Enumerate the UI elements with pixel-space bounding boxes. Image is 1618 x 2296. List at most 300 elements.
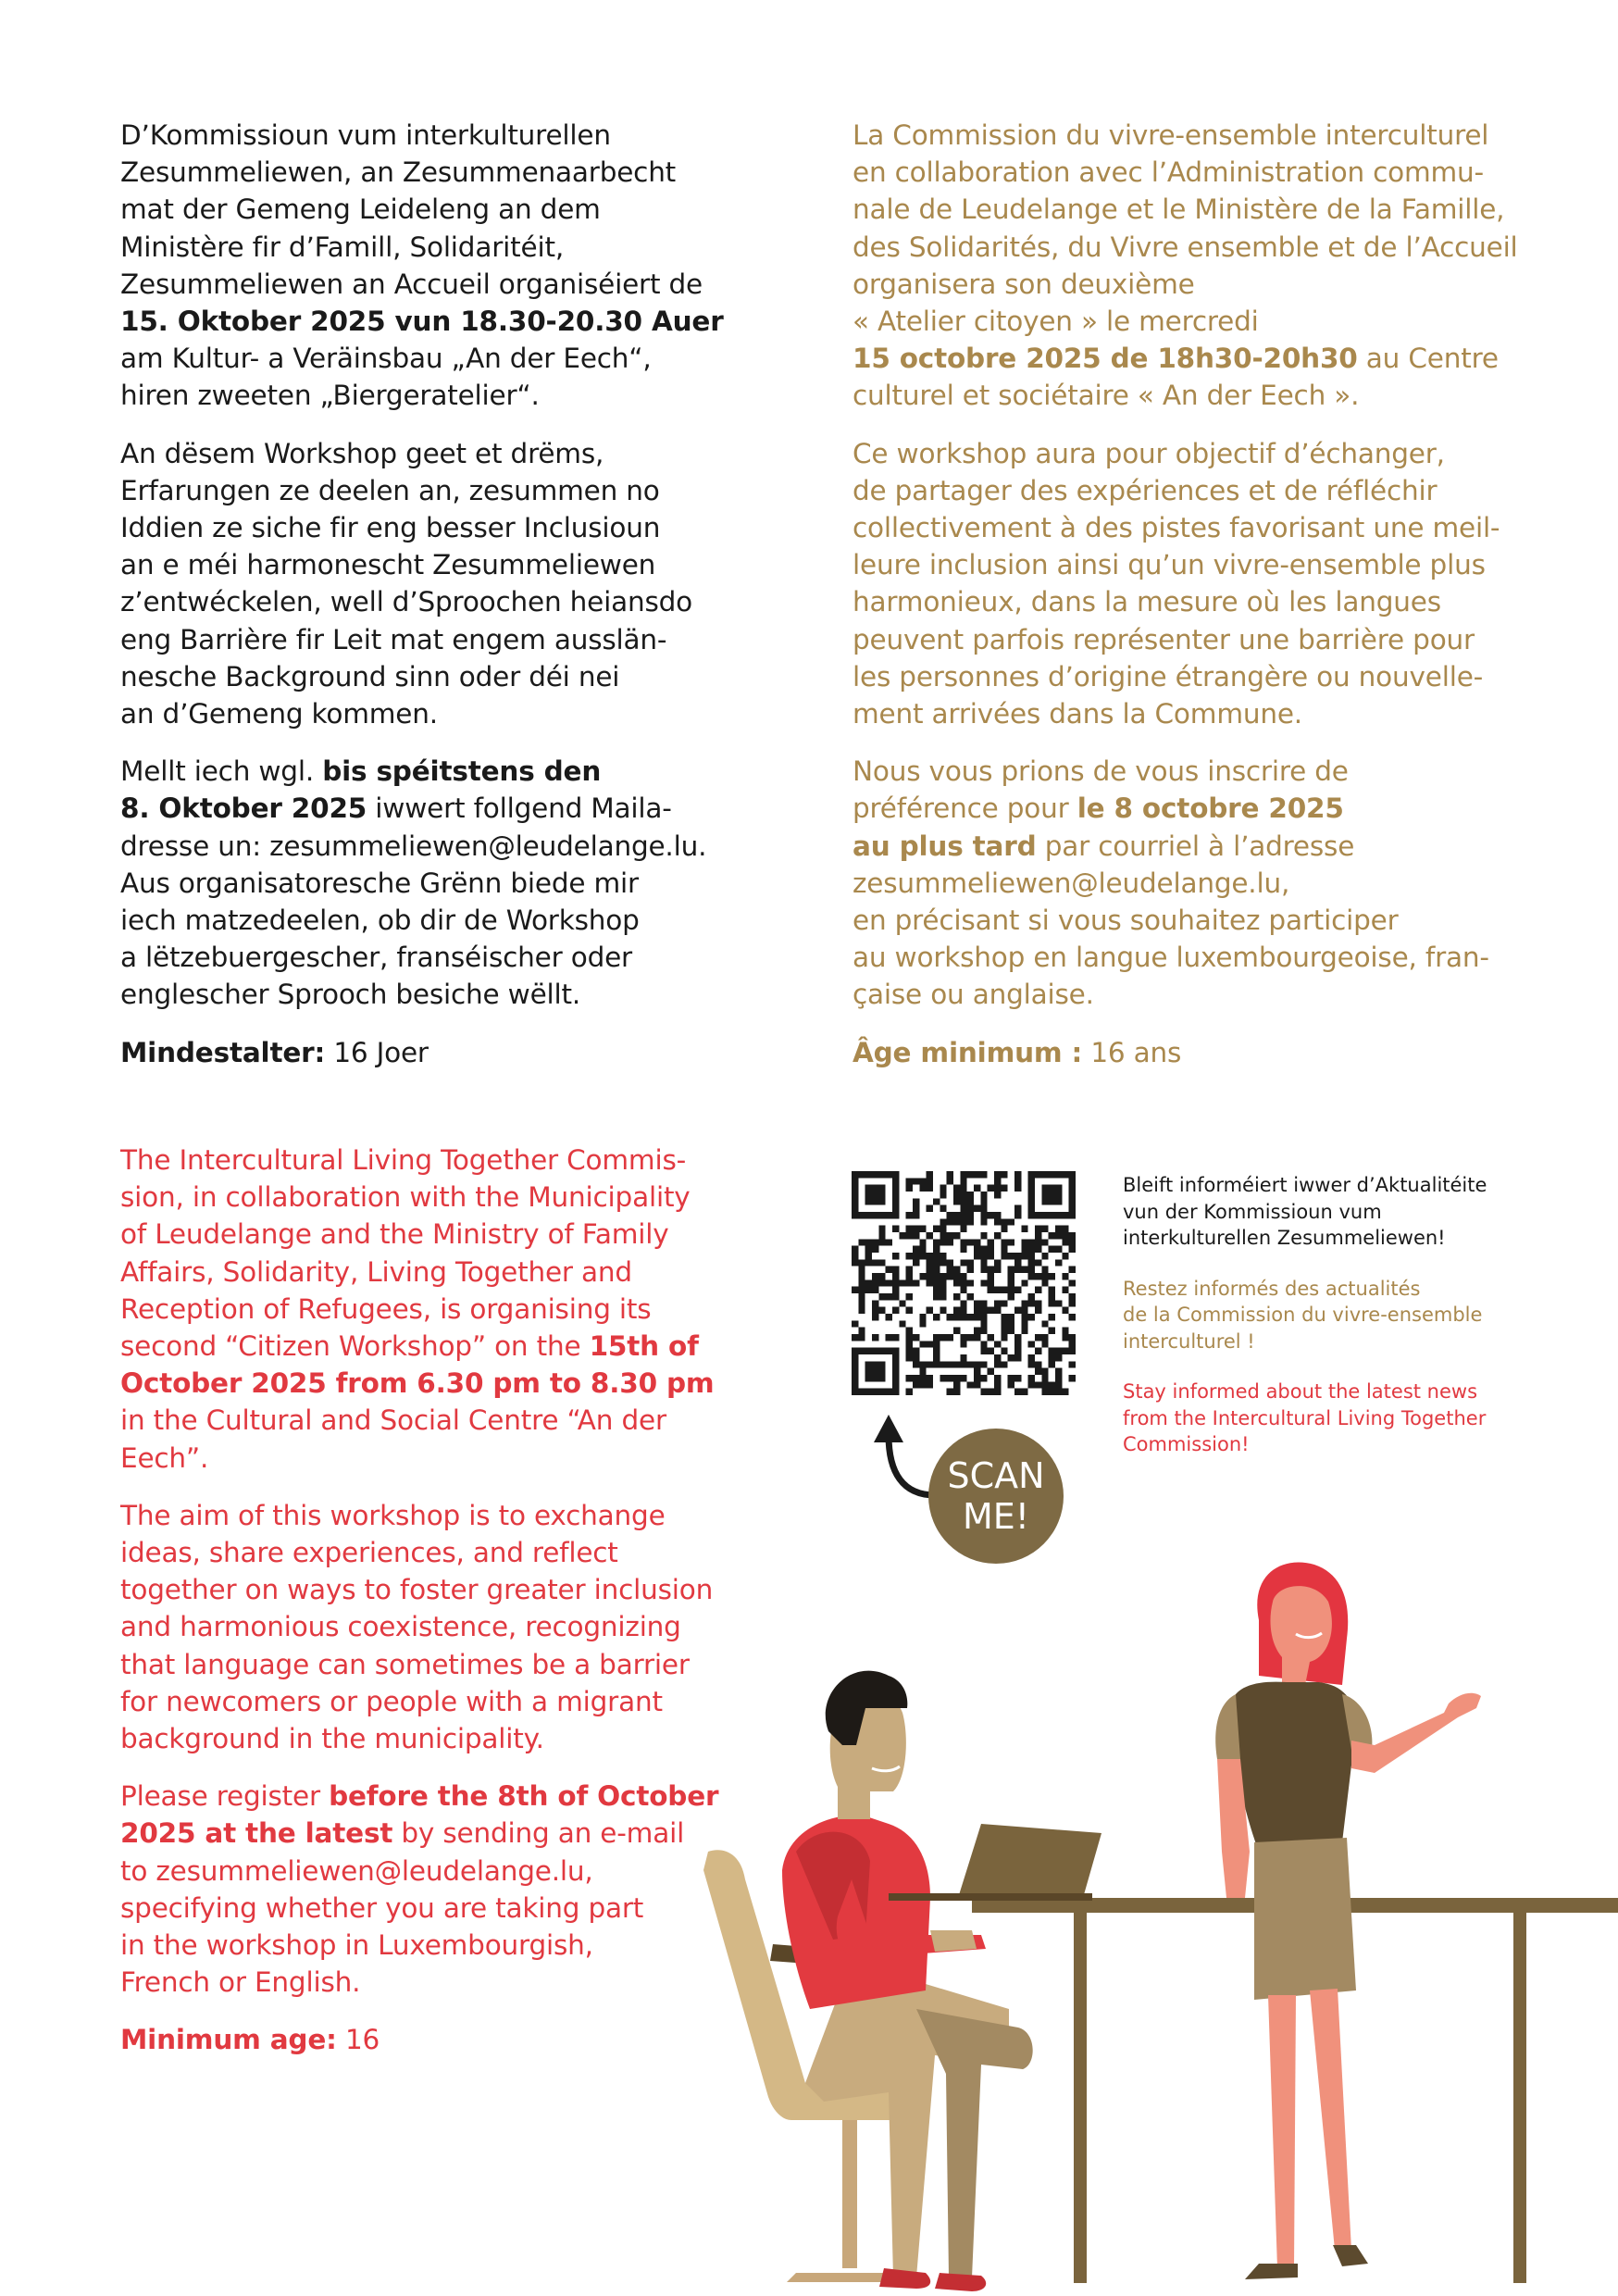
qr-module: [1062, 1389, 1068, 1395]
qr-module: [947, 1273, 953, 1279]
qr-module: [913, 1246, 919, 1253]
qr-module: [919, 1375, 926, 1381]
qr-module: [988, 1239, 994, 1245]
qr-module: [960, 1361, 966, 1367]
qr-module: [878, 1259, 885, 1266]
qr-module: [913, 1348, 919, 1354]
qr-module: [927, 1341, 933, 1347]
qr-module: [892, 1273, 899, 1279]
qr-module: [940, 1239, 946, 1245]
qr-module: [953, 1293, 960, 1300]
qr-module: [1001, 1253, 1007, 1259]
qr-module: [872, 1307, 878, 1314]
qr-module: [1035, 1381, 1041, 1388]
qr-module: [1021, 1253, 1027, 1259]
qr-module: [878, 1273, 885, 1279]
qr-module: [1049, 1300, 1055, 1306]
qr-module: [1049, 1328, 1055, 1334]
qr-module: [960, 1354, 966, 1361]
qr-module: [858, 1259, 865, 1266]
qr-module: [953, 1185, 960, 1192]
qr-module: [988, 1368, 994, 1375]
qr-module: [994, 1389, 1001, 1395]
qr-module: [1062, 1273, 1068, 1279]
qr-module: [1014, 1259, 1021, 1266]
qr-module: [906, 1334, 913, 1341]
qr-module: [974, 1205, 980, 1212]
qr-module: [1055, 1348, 1062, 1354]
qr-module: [1069, 1246, 1076, 1253]
qr-module: [988, 1389, 994, 1395]
qr-module: [1014, 1253, 1021, 1259]
en-email-line: to zesummeliewen@leudelange.lu,: [120, 1854, 593, 1887]
qr-module: [933, 1226, 940, 1232]
qr-module: [927, 1205, 933, 1212]
qr-module: [933, 1273, 940, 1279]
man-figure: [782, 1671, 1033, 2291]
qr-module: [1021, 1307, 1027, 1314]
qr-module: [980, 1300, 987, 1306]
qr-module: [1028, 1273, 1035, 1279]
qr-module: [1014, 1267, 1021, 1273]
qr-module: [974, 1185, 980, 1192]
qr-module: [994, 1361, 1001, 1367]
qr-module: [1062, 1232, 1068, 1239]
qr-module: [1055, 1375, 1062, 1381]
qr-module: [980, 1192, 987, 1198]
qr-module: [913, 1375, 919, 1381]
qr-module: [1069, 1239, 1076, 1245]
qr-module: [927, 1259, 933, 1266]
qr-module: [1001, 1348, 1007, 1354]
qr-module: [872, 1287, 878, 1293]
qr-module: [940, 1293, 946, 1300]
qr-module: [960, 1314, 966, 1320]
qr-module: [967, 1198, 974, 1204]
qr-module: [858, 1307, 865, 1314]
qr-module: [913, 1253, 919, 1259]
qr-module: [878, 1279, 885, 1286]
qr-module: [980, 1218, 987, 1225]
qr-module: [1008, 1314, 1014, 1320]
qr-module: [994, 1192, 1001, 1198]
qr-module: [1028, 1239, 1035, 1245]
qr-module: [1049, 1287, 1055, 1293]
qr-module: [927, 1361, 933, 1367]
qr-module: [1021, 1314, 1027, 1320]
qr-module: [988, 1307, 994, 1314]
qr-module: [980, 1375, 987, 1381]
qr-module: [858, 1334, 865, 1341]
qr-module: [953, 1307, 960, 1314]
workshop-illustration: [703, 1416, 1618, 2296]
qr-module: [1035, 1226, 1041, 1232]
qr-module: [940, 1334, 946, 1341]
qr-module: [919, 1368, 926, 1375]
qr-module: [967, 1212, 974, 1218]
qr-module: [1035, 1307, 1041, 1314]
qr-module: [974, 1253, 980, 1259]
qr-module: [1021, 1279, 1027, 1286]
qr-module: [994, 1287, 1001, 1293]
qr-module: [899, 1300, 905, 1306]
qr-module: [1055, 1300, 1062, 1306]
qr-module: [933, 1334, 940, 1341]
qr-module: [1055, 1246, 1062, 1253]
qr-module: [872, 1273, 878, 1279]
fr-paragraph-intro: La Commission du vivre-ensemble interculturel en collaboration avec l’Administration commu- nale de Leudelange et le Ministère de la Famille, des Solidarités, du Vivre ensemble et de l’Accueil organisera son deuxième « Atelier citoyen » le mercredi 15 octobre 2025 de 18h30-20h30 au Centre culturel et sociétaire « An der Eech ».: [853, 119, 1518, 412]
qr-module: [1014, 1307, 1021, 1314]
qr-module: [858, 1267, 865, 1273]
qr-module: [953, 1218, 960, 1225]
lux-event-date: 15. Oktober 2025 vun 18.30-20.30 Auer: [120, 306, 724, 338]
qr-module: [1041, 1341, 1048, 1347]
qr-module: [994, 1341, 1001, 1347]
qr-module: [927, 1253, 933, 1259]
qr-module: [940, 1185, 946, 1192]
qr-module: [1055, 1232, 1062, 1239]
qr-module: [974, 1361, 980, 1367]
qr-module: [947, 1218, 953, 1225]
qr-module: [1028, 1361, 1035, 1367]
qr-module: [919, 1361, 926, 1367]
qr-module: [927, 1307, 933, 1314]
qr-module: [1008, 1239, 1014, 1245]
en-minimum-age: Minimum age: 16: [120, 2024, 380, 2056]
qr-module: [1035, 1232, 1041, 1239]
qr-module: [919, 1314, 926, 1320]
qr-module: [967, 1279, 974, 1286]
qr-module: [974, 1334, 980, 1341]
qr-module: [852, 1287, 858, 1293]
qr-module: [994, 1178, 1001, 1184]
qr-module: [1049, 1348, 1055, 1354]
qr-module: [960, 1273, 966, 1279]
qr-module: [960, 1239, 966, 1245]
qr-module: [960, 1259, 966, 1266]
qr-module: [1069, 1232, 1076, 1239]
qr-module: [899, 1279, 905, 1286]
qr-module: [960, 1375, 966, 1381]
qr-module: [947, 1178, 953, 1184]
qr-module: [886, 1334, 892, 1341]
qr-module: [988, 1287, 994, 1293]
qr-module: [906, 1273, 913, 1279]
qr-module: [960, 1246, 966, 1253]
qr-module: [960, 1178, 966, 1184]
qr-module: [1055, 1354, 1062, 1361]
qr-module: [947, 1375, 953, 1381]
qr-module: [967, 1218, 974, 1225]
qr-module: [919, 1226, 926, 1232]
qr-module: [913, 1212, 919, 1218]
qr-module: [980, 1212, 987, 1218]
qr-module: [1041, 1226, 1048, 1232]
qr-module: [852, 1253, 858, 1259]
qr-module: [933, 1279, 940, 1286]
qr-module: [947, 1212, 953, 1218]
qr-module: [988, 1246, 994, 1253]
qr-module: [1041, 1368, 1048, 1375]
qr-module: [1035, 1239, 1041, 1245]
qr-module: [974, 1314, 980, 1320]
qr-module: [906, 1178, 913, 1184]
qr-module: [1028, 1341, 1035, 1347]
qr-module: [1062, 1307, 1068, 1314]
qr-module: [892, 1279, 899, 1286]
qr-module: [1055, 1226, 1062, 1232]
qr-module: [1021, 1239, 1027, 1245]
qr-module: [865, 1287, 872, 1293]
qr-module: [933, 1314, 940, 1320]
qr-module: [872, 1279, 878, 1286]
qr-module: [913, 1198, 919, 1204]
qr-module: [906, 1354, 913, 1361]
qr-module: [913, 1205, 919, 1212]
qr-module: [865, 1259, 872, 1266]
qr-module: [1001, 1246, 1007, 1253]
qr-module: [1001, 1334, 1007, 1341]
qr-module: [994, 1259, 1001, 1266]
qr-module: [940, 1273, 946, 1279]
qr-module: [953, 1375, 960, 1381]
lux-paragraph-aim: An dësem Workshop geet et drëms, Erfarungen ze deelen an, zesummen no Iddien ze siche fir eng besser Inclusioun an e méi harmonescht Zesummeliewen z’entwéckelen, well d’Sproochen heiansdo eng Barrière fir Leit mat engem ausslän- nesche Background sinn oder déi nei an d’Gemeng kommen.: [120, 437, 693, 730]
fr-event-date: 15 octobre 2025 de 18h30-20h30: [853, 343, 1358, 375]
qr-module: [865, 1246, 872, 1253]
qr-module: [1014, 1178, 1021, 1184]
qr-module: [1049, 1293, 1055, 1300]
qr-module: [947, 1239, 953, 1245]
qr-module: [933, 1287, 940, 1293]
qr-module: [933, 1253, 940, 1259]
qr-module: [1062, 1253, 1068, 1259]
qr-module: [980, 1328, 987, 1334]
qr-module: [960, 1192, 966, 1198]
qr-module: [858, 1239, 865, 1245]
qr-module: [1049, 1361, 1055, 1367]
qr-module: [892, 1293, 899, 1300]
qr-module: [960, 1300, 966, 1306]
qr-module: [988, 1212, 994, 1218]
qr-module: [1041, 1381, 1048, 1388]
qr-module: [1041, 1334, 1048, 1341]
qr-module: [1001, 1171, 1007, 1178]
qr-module: [886, 1314, 892, 1320]
qr-module: [994, 1381, 1001, 1388]
qr-module: [927, 1279, 933, 1286]
qr-module: [858, 1328, 865, 1334]
qr-module: [947, 1361, 953, 1367]
qr-module: [994, 1212, 1001, 1218]
qr-module: [1014, 1341, 1021, 1347]
qr-module: [1035, 1246, 1041, 1253]
qr-module: [960, 1171, 966, 1178]
qr-module: [886, 1267, 892, 1273]
qr-module: [858, 1287, 865, 1293]
qr-module: [940, 1218, 946, 1225]
qr-module: [1069, 1279, 1076, 1286]
en-paragraph-register: Please register before the 8th of October 2025 at the latest by sending an e-mail to zesummeliewen@leudelange.lu, specifying whether you are taking part in the workshop in Luxembourgish, French or English.: [120, 1778, 750, 2001]
qr-module: [927, 1232, 933, 1239]
qr-module: [940, 1232, 946, 1239]
qr-module: [1062, 1287, 1068, 1293]
qr-module: [858, 1279, 865, 1286]
qr-module: [947, 1171, 953, 1178]
qr-module: [1021, 1226, 1027, 1232]
qr-module: [913, 1226, 919, 1232]
qr-module: [940, 1375, 946, 1381]
qr-module: [1014, 1171, 1021, 1178]
qr-module: [1062, 1334, 1068, 1341]
qr-module: [1001, 1239, 1007, 1245]
qr-info-fr: Restez informés des actualités de la Commission du vivre-ensemble interculturel !: [1123, 1277, 1483, 1353]
qr-module: [1041, 1267, 1048, 1273]
qr-module: [906, 1226, 913, 1232]
qr-module: [1028, 1314, 1035, 1320]
french-column: [853, 117, 1519, 1092]
qr-module: [1055, 1389, 1062, 1395]
qr-module: [988, 1267, 994, 1273]
qr-module: [994, 1171, 1001, 1178]
qr-module: [933, 1361, 940, 1367]
qr-module: [1035, 1334, 1041, 1341]
qr-module: [960, 1307, 966, 1314]
qr-module: [919, 1178, 926, 1184]
qr-info-lux: Bleift informéiert iwwer d’Aktualitéite vun der Kommissioun vum interkulturellen Zesummeliewen!: [1123, 1174, 1487, 1249]
qr-module: [919, 1273, 926, 1279]
qr-module: [872, 1246, 878, 1253]
qr-module: [967, 1239, 974, 1245]
qr-module: [1008, 1273, 1014, 1279]
qr-module: [1001, 1320, 1007, 1327]
lux-email-line: dresse un: zesummeliewen@leudelange.lu.: [120, 830, 707, 862]
qr-module: [913, 1334, 919, 1341]
qr-module: [872, 1259, 878, 1266]
qr-module: [1028, 1259, 1035, 1266]
qr-module: [906, 1328, 913, 1334]
qr-module: [878, 1293, 885, 1300]
qr-module: [927, 1185, 933, 1192]
qr-module: [872, 1314, 878, 1320]
qr-module: [974, 1307, 980, 1314]
qr-module: [1014, 1185, 1021, 1192]
qr-module: [994, 1375, 1001, 1381]
qr-module: [1014, 1212, 1021, 1218]
qr-module: [947, 1389, 953, 1395]
qr-module: [1021, 1328, 1027, 1334]
fr-email-line: zesummeliewen@leudelange.lu,: [853, 867, 1290, 899]
qr-module: [886, 1293, 892, 1300]
qr-module: [994, 1307, 1001, 1314]
qr-module: [953, 1328, 960, 1334]
qr-module: [1014, 1334, 1021, 1341]
qr-module: [940, 1226, 946, 1232]
qr-module: [967, 1293, 974, 1300]
lux-minimum-age: Mindestalter: 16 Joer: [120, 1036, 429, 1068]
qr-module: [953, 1381, 960, 1388]
qr-module: [1008, 1279, 1014, 1286]
qr-module: [1001, 1218, 1007, 1225]
qr-module: [960, 1226, 966, 1232]
qr-module: [913, 1178, 919, 1184]
qr-module: [1035, 1348, 1041, 1354]
qr-module: [980, 1246, 987, 1253]
qr-module: [899, 1320, 905, 1327]
qr-module: [953, 1273, 960, 1279]
qr-module: [974, 1171, 980, 1178]
qr-module: [974, 1300, 980, 1306]
qr-module: [899, 1232, 905, 1239]
qr-module: [858, 1300, 865, 1306]
qr-module: [878, 1239, 885, 1245]
english-column: [120, 1142, 750, 2079]
qr-module: [872, 1239, 878, 1245]
qr-module: [988, 1185, 994, 1192]
qr-module: [1062, 1328, 1068, 1334]
qr-code[interactable]: [852, 1171, 1076, 1395]
qr-module: [988, 1279, 994, 1286]
qr-info-en: Stay informed about the latest news from the Intercultural Living Together Commission!: [1123, 1380, 1487, 1455]
qr-module: [852, 1320, 858, 1327]
qr-module: [960, 1212, 966, 1218]
qr-module: [906, 1375, 913, 1381]
qr-module: [940, 1253, 946, 1259]
qr-module: [906, 1253, 913, 1259]
qr-module: [1041, 1389, 1048, 1395]
qr-module: [933, 1267, 940, 1273]
qr-module: [892, 1307, 899, 1314]
qr-module: [865, 1239, 872, 1245]
qr-module: [1008, 1320, 1014, 1327]
qr-module: [974, 1246, 980, 1253]
qr-module: [940, 1205, 946, 1212]
qr-module: [1008, 1218, 1014, 1225]
qr-module: [886, 1239, 892, 1245]
qr-module: [919, 1185, 926, 1192]
qr-module: [953, 1389, 960, 1395]
qr-module: [994, 1267, 1001, 1273]
qr-module: [980, 1341, 987, 1347]
qr-module: [1008, 1328, 1014, 1334]
qr-module: [953, 1232, 960, 1239]
qr-module: [913, 1279, 919, 1286]
qr-module: [1049, 1389, 1055, 1395]
qr-module: [967, 1171, 974, 1178]
qr-module: [892, 1334, 899, 1341]
qr-module: [927, 1171, 933, 1178]
qr-module: [919, 1381, 926, 1388]
qr-module: [974, 1381, 980, 1388]
qr-module: [919, 1239, 926, 1245]
qr-module: [872, 1300, 878, 1306]
qr-module: [865, 1279, 872, 1286]
qr-module: [1035, 1273, 1041, 1279]
qr-module: [947, 1232, 953, 1239]
qr-module: [974, 1375, 980, 1381]
qr-module: [1028, 1381, 1035, 1388]
qr-module: [892, 1267, 899, 1273]
qr-module: [980, 1314, 987, 1320]
qr-module: [906, 1279, 913, 1286]
qr-module: [927, 1267, 933, 1273]
qr-module: [878, 1232, 885, 1239]
qr-module: [1055, 1368, 1062, 1375]
qr-module: [947, 1267, 953, 1273]
qr-module: [980, 1320, 987, 1327]
qr-module: [1008, 1354, 1014, 1361]
qr-module: [967, 1205, 974, 1212]
qr-module: [994, 1232, 1001, 1239]
